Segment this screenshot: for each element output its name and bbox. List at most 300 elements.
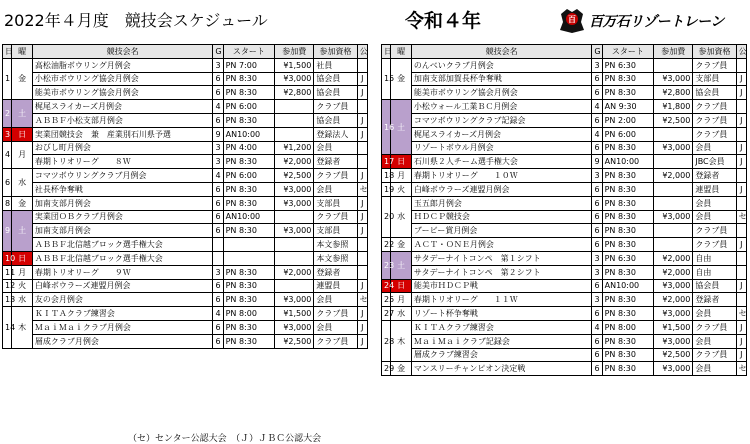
event-name-cell: サタデーナイトコンペ 第２シフト [411, 265, 591, 279]
official-cell: J [357, 307, 367, 321]
official-cell: セ [736, 307, 746, 321]
event-name-cell: マンスリーチャンピオン決定戦 [411, 362, 591, 376]
weekday-cell: 月 [12, 141, 33, 169]
logo-text: 百万石リゾートレーン [589, 14, 724, 30]
event-name-cell: ＫＩＴＡクラブ練習会 [411, 320, 591, 334]
official-cell [357, 141, 367, 155]
start-time-cell: PN 6:30 [602, 58, 654, 72]
entry-fee-cell: ¥3,000 [654, 279, 693, 293]
event-name-cell: ＡＢＢＦ小松支部月例会 [32, 113, 212, 127]
official-cell: J [736, 238, 746, 252]
column-header-games: G [213, 45, 223, 59]
games-cell: 6 [592, 86, 602, 100]
games-cell: 6 [213, 86, 223, 100]
column-header-eligibility: 参加資格 [693, 45, 736, 59]
games-cell: 3 [592, 58, 602, 72]
entry-fee-cell: ¥3,000 [275, 182, 314, 196]
event-name-cell: 能美市ＨＤＣＰ戦 [411, 279, 591, 293]
games-cell [213, 251, 223, 265]
official-cell: J [357, 169, 367, 183]
eligibility-cell: クラブ員 [693, 224, 736, 238]
table-row [382, 279, 747, 293]
games-cell: 6 [592, 196, 602, 210]
start-time-cell: PN 8:30 [602, 72, 654, 86]
weekday-cell: 月 [12, 265, 33, 279]
column-header-official: 公 [357, 45, 367, 59]
games-cell: 6 [213, 224, 223, 238]
eligibility-cell: 自由 [693, 251, 736, 265]
official-cell: J [357, 279, 367, 293]
event-name-cell: ＡＢＢＦ北信越ブロック選手権大会 [32, 251, 212, 265]
event-name-cell: ＭａｉＭａｉクラブ月例会 [32, 320, 212, 334]
eligibility-cell: JBC会員 [693, 155, 736, 169]
table-row [382, 141, 747, 155]
day-cell: 19 [382, 182, 391, 196]
column-header-day: 日 [382, 45, 391, 59]
resort-lane-logo [557, 6, 745, 34]
start-time-cell: PN 8:30 [223, 265, 275, 279]
games-cell: 3 [592, 265, 602, 279]
table-row [3, 113, 368, 127]
official-cell [736, 58, 746, 72]
table-row [382, 182, 747, 196]
entry-fee-cell: ¥2,000 [654, 265, 693, 279]
entry-fee-cell: ¥3,000 [654, 334, 693, 348]
start-time-cell [223, 251, 275, 265]
entry-fee-cell [654, 127, 693, 141]
table-row [382, 169, 747, 183]
entry-fee-cell: ¥2,800 [275, 86, 314, 100]
era-year: 令和４年 [405, 10, 482, 32]
event-name-cell: 春期トリオリーグ １０Ｗ [411, 169, 591, 183]
eligibility-cell: 会員 [693, 196, 736, 210]
games-cell: 3 [592, 169, 602, 183]
eligibility-cell: 会員 [693, 307, 736, 321]
entry-fee-cell: ¥1,500 [275, 307, 314, 321]
games-cell: 3 [213, 58, 223, 72]
entry-fee-cell: ¥2,000 [275, 265, 314, 279]
games-cell: 6 [592, 362, 602, 376]
footer-legend: （セ）センター公認大会 （Ｊ）ＪＢＣ公認大会 [128, 434, 322, 444]
games-cell: 6 [592, 113, 602, 127]
event-name-cell: 梶尾スライカーズ月例会 [32, 100, 212, 114]
official-cell: セ [357, 293, 367, 307]
games-cell: 6 [592, 307, 602, 321]
table-row [382, 72, 747, 86]
start-time-cell: AN10:00 [223, 210, 275, 224]
games-cell: 3 [592, 251, 602, 265]
column-header-start-time: スタート [223, 45, 275, 59]
official-cell: J [357, 127, 367, 141]
start-time-cell: PN 8:30 [602, 196, 654, 210]
eligibility-cell: 連盟員 [314, 279, 357, 293]
eligibility-cell: クラブ員 [314, 307, 357, 321]
official-cell: セ [736, 210, 746, 224]
official-cell: J [357, 320, 367, 334]
start-time-cell: PN 2:00 [602, 113, 654, 127]
official-cell [736, 265, 746, 279]
start-time-cell: PN 8:30 [602, 182, 654, 196]
eligibility-cell: 登録者 [314, 265, 357, 279]
eligibility-cell: クラブ員 [314, 334, 357, 348]
event-name-cell: 実業団ＯＢクラブ月例会 [32, 210, 212, 224]
weekday-cell: 日 [391, 279, 412, 293]
start-time-cell: PN 8:30 [602, 210, 654, 224]
start-time-cell: PN 8:30 [223, 334, 275, 348]
entry-fee-cell: ¥2,500 [275, 169, 314, 183]
start-time-cell: PN 8:30 [223, 155, 275, 169]
official-cell: J [357, 72, 367, 86]
column-header-entry-fee: 参加費 [654, 45, 693, 59]
weekday-cell: 水 [12, 293, 33, 307]
start-time-cell: PN 8:30 [602, 224, 654, 238]
entry-fee-cell [275, 210, 314, 224]
official-cell: J [736, 155, 746, 169]
event-name-cell: 加南支部月例会 [32, 224, 212, 238]
column-header-games: G [592, 45, 602, 59]
day-cell: 8 [3, 196, 12, 210]
table-row [3, 293, 368, 307]
games-cell: 6 [213, 196, 223, 210]
official-cell [736, 169, 746, 183]
official-cell [357, 251, 367, 265]
day-cell: 17 [382, 155, 391, 169]
entry-fee-cell [654, 182, 693, 196]
weekday-cell: 土 [391, 100, 412, 155]
entry-fee-cell: ¥2,000 [654, 169, 693, 183]
weekday-cell: 火 [391, 182, 412, 196]
entry-fee-cell: ¥3,000 [275, 196, 314, 210]
start-time-cell: PN 6:30 [602, 251, 654, 265]
table-row [382, 320, 747, 334]
entry-fee-cell [275, 127, 314, 141]
games-cell: 4 [213, 307, 223, 321]
weekday-cell: 日 [12, 127, 33, 141]
entry-fee-cell: ¥3,000 [654, 141, 693, 155]
day-cell: 20 [382, 196, 391, 237]
games-cell: 3 [213, 155, 223, 169]
table-row [3, 86, 368, 100]
event-name-cell: 社長杯争奪戦 [32, 182, 212, 196]
weekday-cell: 水 [12, 169, 33, 197]
event-name-cell: ＡＢＢＦ北信越ブロック選手権大会 [32, 238, 212, 252]
eligibility-cell: クラブ員 [314, 210, 357, 224]
official-cell [357, 265, 367, 279]
entry-fee-cell: ¥1,800 [654, 100, 693, 114]
games-cell: 6 [592, 182, 602, 196]
day-cell: 15 [382, 58, 391, 99]
entry-fee-cell: ¥2,500 [654, 113, 693, 127]
games-cell: 6 [213, 113, 223, 127]
entry-fee-cell: ¥1,200 [275, 141, 314, 155]
table-row [382, 224, 747, 238]
start-time-cell: PN 8:00 [602, 320, 654, 334]
table-row [382, 334, 747, 348]
table-row [3, 58, 368, 72]
table-row [382, 100, 747, 114]
event-name-cell: 友の会月例会 [32, 293, 212, 307]
official-cell: J [736, 334, 746, 348]
eligibility-cell: 支部員 [693, 72, 736, 86]
entry-fee-cell [654, 155, 693, 169]
official-cell [357, 238, 367, 252]
start-time-cell: PN 6:00 [223, 169, 275, 183]
official-cell: J [736, 113, 746, 127]
games-cell: 4 [592, 100, 602, 114]
eligibility-cell: クラブ員 [693, 100, 736, 114]
event-name-cell: 能美市ボウリング協会月例会 [411, 86, 591, 100]
start-time-cell: AN10:00 [602, 279, 654, 293]
column-header-weekday: 曜 [12, 45, 33, 59]
entry-fee-cell: ¥2,000 [654, 293, 693, 307]
eligibility-cell: 登録者 [693, 169, 736, 183]
eligibility-cell: 登録者 [693, 293, 736, 307]
table-row [3, 169, 368, 183]
day-cell: 11 [3, 265, 12, 279]
weekday-cell: 水 [391, 307, 412, 321]
entry-fee-cell [275, 279, 314, 293]
table-row [3, 307, 368, 321]
start-time-cell: PN 6:00 [602, 127, 654, 141]
eligibility-cell: 支部員 [314, 196, 357, 210]
table-row [3, 182, 368, 196]
column-header-start-time: スタート [602, 45, 654, 59]
entry-fee-cell [654, 58, 693, 72]
day-cell: 29 [382, 362, 391, 376]
entry-fee-cell [654, 224, 693, 238]
event-name-cell: おびし町月例会 [32, 141, 212, 155]
start-time-cell: PN 8:00 [223, 307, 275, 321]
entry-fee-cell: ¥1,500 [275, 58, 314, 72]
official-cell [736, 127, 746, 141]
column-header-event-name: 競技会名 [411, 45, 591, 59]
start-time-cell: PN 8:30 [602, 348, 654, 362]
table-row [382, 155, 747, 169]
official-cell [736, 251, 746, 265]
official-cell [736, 196, 746, 210]
day-cell: 9 [3, 210, 12, 251]
weekday-cell: 木 [391, 320, 412, 361]
weekday-cell: 水 [391, 196, 412, 237]
start-time-cell: AN10:00 [223, 127, 275, 141]
games-cell: 6 [592, 348, 602, 362]
weekday-cell: 月 [391, 293, 412, 307]
table-row [382, 196, 747, 210]
event-name-cell: コマツボウリングクラブ記録会 [411, 113, 591, 127]
start-time-cell: PN 8:30 [602, 86, 654, 100]
official-cell: J [357, 86, 367, 100]
day-cell: 2 [3, 100, 12, 128]
eligibility-cell: クラブ員 [314, 100, 357, 114]
event-name-cell: 加南支部月例会 [32, 196, 212, 210]
table-row [3, 196, 368, 210]
table-row [3, 251, 368, 265]
official-cell [736, 224, 746, 238]
event-name-cell: 春期トリオリーグ １１Ｗ [411, 293, 591, 307]
entry-fee-cell [275, 100, 314, 114]
table-row [382, 293, 747, 307]
table-row [382, 238, 747, 252]
table-row [3, 72, 368, 86]
weekday-cell: 日 [12, 251, 33, 265]
weekday-cell: 金 [12, 196, 33, 210]
games-cell: 6 [592, 210, 602, 224]
eligibility-cell: 登録法人 [314, 127, 357, 141]
start-time-cell: PN 8:30 [602, 334, 654, 348]
start-time-cell: PN 7:00 [223, 58, 275, 72]
entry-fee-cell: ¥3,000 [654, 362, 693, 376]
start-time-cell: PN 8:30 [223, 293, 275, 307]
event-name-cell: 白峰ボウラーズ連盟月例会 [32, 279, 212, 293]
eligibility-cell: 登録者 [314, 155, 357, 169]
event-name-cell: ＭａｉＭａｉクラブ記録会 [411, 334, 591, 348]
logo-mark-icon [557, 6, 587, 34]
table-row [3, 210, 368, 224]
table-row [3, 141, 368, 155]
eligibility-cell: 会員 [693, 334, 736, 348]
games-cell: 4 [213, 100, 223, 114]
start-time-cell: PN 6:00 [223, 100, 275, 114]
start-time-cell: PN 8:30 [223, 86, 275, 100]
official-cell [357, 58, 367, 72]
logo-mark-text: 百 [568, 15, 576, 24]
day-cell: 13 [3, 293, 12, 307]
entry-fee-cell: ¥2,500 [654, 348, 693, 362]
games-cell: 4 [592, 127, 602, 141]
eligibility-cell: 会員 [314, 141, 357, 155]
day-cell: 10 [3, 251, 12, 265]
entry-fee-cell: ¥3,000 [654, 210, 693, 224]
table-row [382, 113, 747, 127]
day-cell: 1 [3, 58, 12, 99]
start-time-cell: AN10:00 [602, 155, 654, 169]
table-row [3, 279, 368, 293]
event-name-cell: 春期トリオリーグ ８Ｗ [32, 155, 212, 169]
eligibility-cell: クラブ員 [693, 320, 736, 334]
entry-fee-cell: ¥3,000 [275, 293, 314, 307]
table-row [382, 86, 747, 100]
eligibility-cell: クラブ員 [693, 58, 736, 72]
eligibility-cell: 会員 [693, 362, 736, 376]
games-cell: 4 [213, 169, 223, 183]
games-cell: 6 [213, 293, 223, 307]
start-time-cell: PN 8:30 [223, 196, 275, 210]
official-cell: J [357, 224, 367, 238]
weekday-cell: 金 [12, 58, 33, 99]
weekday-cell: 金 [391, 58, 412, 99]
entry-fee-cell [275, 238, 314, 252]
start-time-cell: PN 8:30 [602, 141, 654, 155]
weekday-cell: 金 [391, 238, 412, 252]
official-cell: セ [357, 182, 367, 196]
event-name-cell: 石川県２人チーム選手権大会 [411, 155, 591, 169]
entry-fee-cell: ¥2,000 [275, 155, 314, 169]
games-cell: 6 [213, 334, 223, 348]
entry-fee-cell: ¥3,000 [275, 224, 314, 238]
start-time-cell: PN 8:30 [602, 293, 654, 307]
schedule-table-right [381, 44, 747, 376]
column-header-weekday: 曜 [391, 45, 412, 59]
start-time-cell: PN 8:30 [223, 72, 275, 86]
event-name-cell: 白峰ボウラーズ連盟月例会 [411, 182, 591, 196]
official-cell: J [736, 86, 746, 100]
event-name-cell: ＨＤＣＰ競技会 [411, 210, 591, 224]
header-row [3, 45, 368, 59]
eligibility-cell: 会員 [314, 182, 357, 196]
day-cell: 12 [3, 279, 12, 293]
event-name-cell: 実業団競技会 兼 産業別石川県予選 [32, 127, 212, 141]
weekday-cell: 日 [391, 155, 412, 169]
page-title: 2022年４月度 競技会スケジュール [4, 11, 268, 30]
games-cell: 9 [592, 155, 602, 169]
entry-fee-cell [275, 113, 314, 127]
start-time-cell: PN 8:30 [223, 113, 275, 127]
start-time-cell: PN 8:30 [602, 307, 654, 321]
day-cell: 25 [382, 293, 391, 307]
start-time-cell: PN 4:00 [223, 141, 275, 155]
games-cell: 6 [592, 72, 602, 86]
event-name-cell: 加南支部加賀長杯争奪戦 [411, 72, 591, 86]
table-row [3, 238, 368, 252]
games-cell: 6 [592, 224, 602, 238]
table-row [3, 100, 368, 114]
day-cell: 3 [3, 127, 12, 141]
event-name-cell: 小松ウォール工業ＢＣ月例会 [411, 100, 591, 114]
official-cell: J [736, 279, 746, 293]
eligibility-cell: 連盟員 [693, 182, 736, 196]
event-name-cell: 春期トリオリーグ ９Ｗ [32, 265, 212, 279]
start-time-cell: PN 8:30 [223, 224, 275, 238]
table-row [382, 307, 747, 321]
event-name-cell: サタデーナイトコンペ 第１シフト [411, 251, 591, 265]
day-cell: 6 [3, 169, 12, 197]
games-cell: 9 [213, 127, 223, 141]
weekday-cell: 土 [12, 210, 33, 251]
day-cell: 4 [3, 141, 12, 169]
event-name-cell: のんべいクラブ月例会 [411, 58, 591, 72]
event-name-cell: リゾート杯争奪戦 [411, 307, 591, 321]
official-cell [357, 100, 367, 114]
table-row [382, 58, 747, 72]
official-cell: セ [736, 362, 746, 376]
column-header-day: 日 [3, 45, 12, 59]
eligibility-cell: 会員 [693, 141, 736, 155]
entry-fee-cell: ¥3,000 [275, 320, 314, 334]
table-row [3, 155, 368, 169]
official-cell: J [736, 348, 746, 362]
table-row [382, 265, 747, 279]
start-time-cell: PN 8:30 [223, 320, 275, 334]
column-header-event-name: 競技会名 [32, 45, 212, 59]
start-time-cell: PN 8:30 [602, 238, 654, 252]
start-time-cell [223, 238, 275, 252]
games-cell: 6 [213, 320, 223, 334]
eligibility-cell: 協会員 [314, 86, 357, 100]
eligibility-cell: クラブ員 [693, 127, 736, 141]
event-name-cell: 層成クラブ月例会 [32, 334, 212, 348]
event-name-cell: 能美市ボウリング協会月例会 [32, 86, 212, 100]
day-cell: 14 [3, 307, 12, 348]
eligibility-cell: 支部員 [314, 224, 357, 238]
table-row [382, 362, 747, 376]
official-cell [357, 155, 367, 169]
games-cell: 6 [592, 279, 602, 293]
event-name-cell: コマツボウリングクラブ月例会 [32, 169, 212, 183]
eligibility-cell: 協会員 [314, 113, 357, 127]
games-cell: 6 [213, 210, 223, 224]
entry-fee-cell: ¥2,500 [275, 334, 314, 348]
games-cell: 3 [213, 265, 223, 279]
